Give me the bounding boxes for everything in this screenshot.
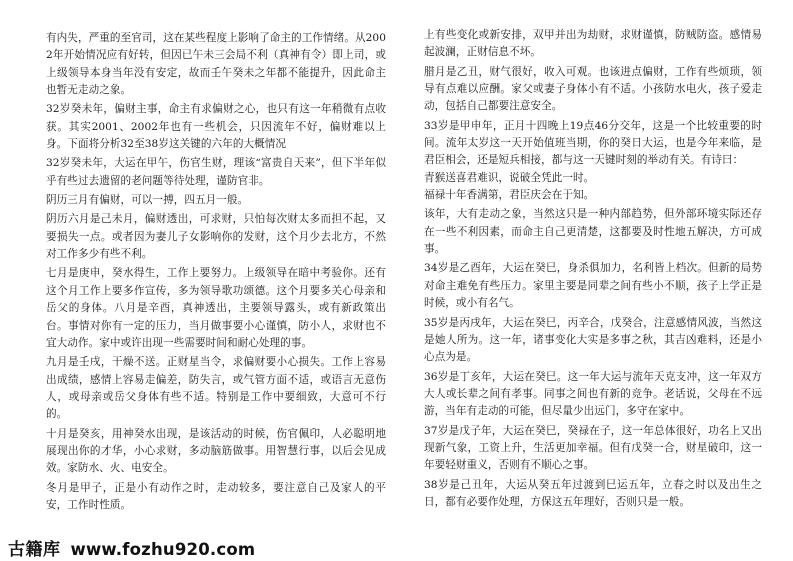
- paragraph: 阴历三月有偏财，可以一搏，四五月一般。: [46, 194, 249, 207]
- site-name: 古籍库: [8, 540, 61, 560]
- right-column: [424, 27, 762, 511]
- paragraph: 腊月是乙丑，财气很好，收入可观。也该进点偏财，工作有些烦琐，领导有点难以应酬。家父或妻子身体小有不适。小孩防水电火，孩子爱走动，包括自己都要注意安全。: [424, 65, 762, 113]
- paragraph: 有内失，严重的至官司，这在某些程度上影响了命主的工作情绪。从2002年开始情况应有好转，但因已午未三会局不利（真神有令）即上司，或上级领导本身当年没有安定，故而壬午癸未之年都不能提升，因此命主也暂无走动之象。: [46, 32, 386, 97]
- paragraph: 阴历六月是己未月，偏财透出，可求财，只怕每次财太多而担不起，又要损失一点。或者因为妻儿子女影响你的发财，这个月少去北方，不然对工作多少有些不利。: [46, 213, 386, 261]
- paragraph: 37岁是戊子年，大运在癸巳，癸禄在子，这一年总体很好，功名上又出现新气象，工资上升，生活更加幸福。但有戊癸一合，财星破印，这一年要轻财重义，否则有不顺心之事。: [424, 424, 762, 472]
- paragraph: 38岁是己丑年，大运从癸五年过渡到巳运五年，立春之时以及出生之日，都有必要作处理，方保这五年理好，否则只是一般。: [424, 478, 762, 508]
- paragraph: 35岁是丙戌年，大运在癸巳，丙辛合，戊癸合，注意感情风波，当然这是她人所为。这一年，诸事变化大实是多事之秋，其吉凶难料，还是小心点为是。: [424, 316, 762, 364]
- paragraph: 32岁癸未年，大运在甲午，伤官生财，理该“富贵自天来”，但下半年似乎有些过去遗留的老问题等待处理，谨防官非。: [46, 157, 386, 187]
- site-url: www.fozhu920.com: [70, 540, 256, 559]
- paragraph: 上有些变化或新安排，双甲并出为劫财，求财谨慎，防贼防盗。感情易起波澜，正财信息不坏。: [424, 29, 762, 59]
- paragraph: 32岁癸未年，偏财主事，命主有求偏财之心，也只有这一年稍微有点收获。其实2001、2002年也有一些机会，只因流年不好，偏财难以上身。下面将分析32至38岁这关键的六年的大概情况: [46, 103, 386, 151]
- site-logo: [8, 535, 255, 560]
- paragraph: 十月是癸亥，用神癸水出现，是该活动的时候，伤官佩印，人必聪明地展现出你的才华，小心求财，多动脑筋做事。用智慧行事，以后会见成效。家防水、火、电安全。: [46, 427, 386, 475]
- paragraph: 七月是庚申，癸水得生，工作上要努力。上级领导在暗中考验你。还有这个月工作上要多作宣传，多为领导歌功颂德。这个月要多关心母亲和岳父的身体。八月是辛酉，真神透出，主要领导露头，或有新政策出台。事情对你有一定的压力，当月做事要小心谨慎，防小人，求财也不宜大动作。家中或许出现一些需要时间和耐心处理的事。: [46, 267, 386, 349]
- poem-line: 青猴送喜君难识，说破全凭此一时。: [424, 171, 595, 184]
- paragraph: 该年，大有走动之象，当然这只是一种内部趋势，但外部环境实际还存在一些不利因素，而命主自己更清楚，这都要及时性地五解决，方可成事。: [424, 208, 762, 256]
- left-column: [46, 30, 386, 514]
- paragraph: 36岁是丁亥年，大运在癸巳。这一年大运与流年天克支冲，这一年双方大人或长辈之间有孝事。同事之间也有新的竞争。老话说，父母在不远游，当年有走动的可能，但尽量少出远门，多守在家中。: [424, 370, 762, 418]
- poem-line: 福禄十年香满第，君臣庆会在于知。: [424, 189, 595, 202]
- paragraph: 34岁是乙酉年，大运在癸巳，身杀俱加力，名利皆上档次。但新的局势对命主难免有些压力。家里主要是同辈之间有些小不顺，孩子上学正是时候，或小有名气。: [424, 262, 762, 310]
- paragraph: 九月是壬戌，干燥不送。正财星当令，求偏财要小心损失。工作上容易出成绩，感情上容易走偏差，防失言，或气管方面不适，或语言无意伤人，或母亲或岳父身体有些不适。特别是工作中要细致，大意可不行的。: [46, 356, 386, 421]
- paragraph: 33岁是甲申年，正月十四晚上19点46分交年，这是一个比较重要的时间。流年太岁这一天开始值班当期，你的癸日大运，也是今年来临，是君臣相会，还是短兵相接，都与这一天键时刻的举动有关。有诗曰：: [424, 119, 762, 167]
- paragraph: 冬月是甲子，正是小有动作之时，走动较多，要注意自己及家人的平安，工作时性质。: [46, 481, 386, 511]
- footer-watermark: [0, 531, 793, 561]
